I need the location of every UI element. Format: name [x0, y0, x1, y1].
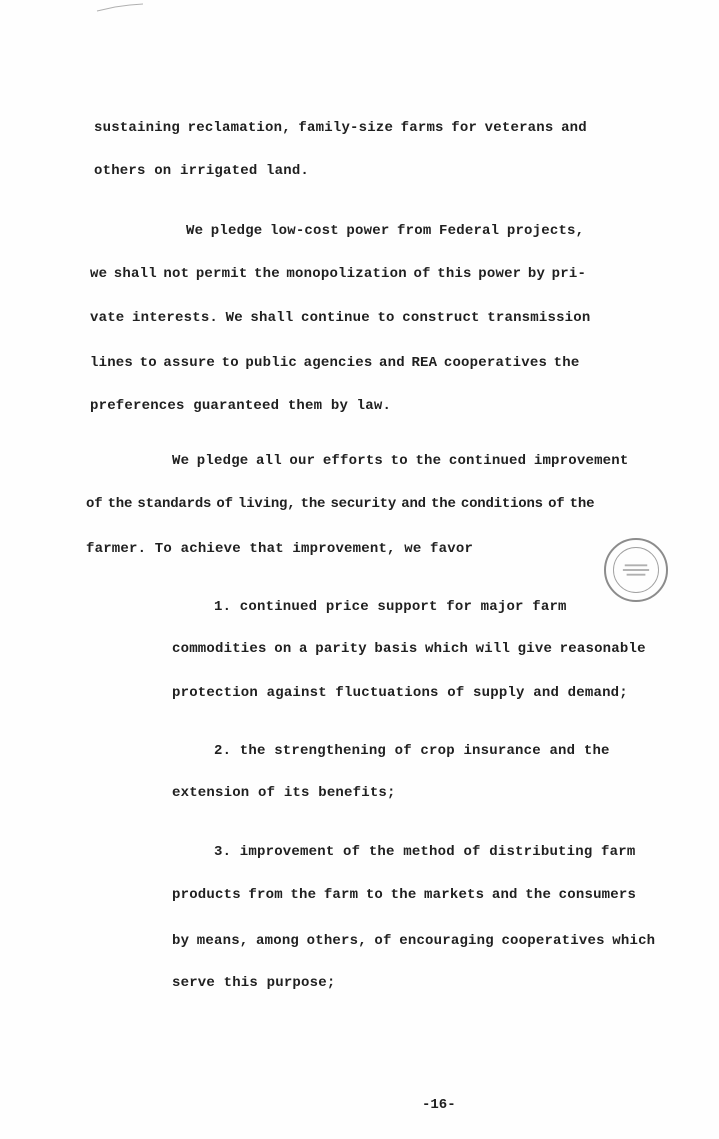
text-line: We pledge low-cost power from Federal projects, [186, 223, 585, 239]
text-line: vate interests. We shall continue to construct transmission [90, 310, 591, 326]
text-line: products from the farm to the markets and the consumers [172, 887, 637, 903]
text-line: commodities on a parity basis which will give reasonable [172, 641, 646, 657]
list-item-2: 2. the strengthening of crop insurance and the [214, 743, 610, 759]
text-line: by means, among others, of encouraging cooperatives which [172, 933, 656, 949]
text-line: extension of its benefits; [172, 785, 396, 801]
text-line: we shall not permit the monopolization of this power by pri- [90, 266, 587, 282]
page-number: -16- [422, 1097, 456, 1113]
paper-smudge [95, 0, 145, 10]
library-stamp-icon [604, 538, 668, 602]
text-line: preferences guaranteed them by law. [90, 398, 392, 414]
text-line: We pledge all our efforts to the continued improvement [172, 453, 629, 469]
text-line: sustaining reclamation, family-size farms for veterans and [94, 120, 587, 136]
text-line: serve this purpose; [172, 975, 336, 991]
text-line: protection against fluctuations of supply and demand; [172, 685, 628, 701]
text-line: of the standards of living, the security and the conditions of the [86, 496, 595, 512]
list-item-1: 1. continued price support for major farm [214, 599, 567, 615]
text-line: others on irrigated land. [94, 163, 310, 179]
text-line: farmer. To achieve that improvement, we favor [86, 541, 474, 557]
text-line: lines to assure to public agencies and REA cooperatives the [90, 355, 580, 371]
list-item-3: 3. improvement of the method of distributing farm [214, 844, 636, 860]
